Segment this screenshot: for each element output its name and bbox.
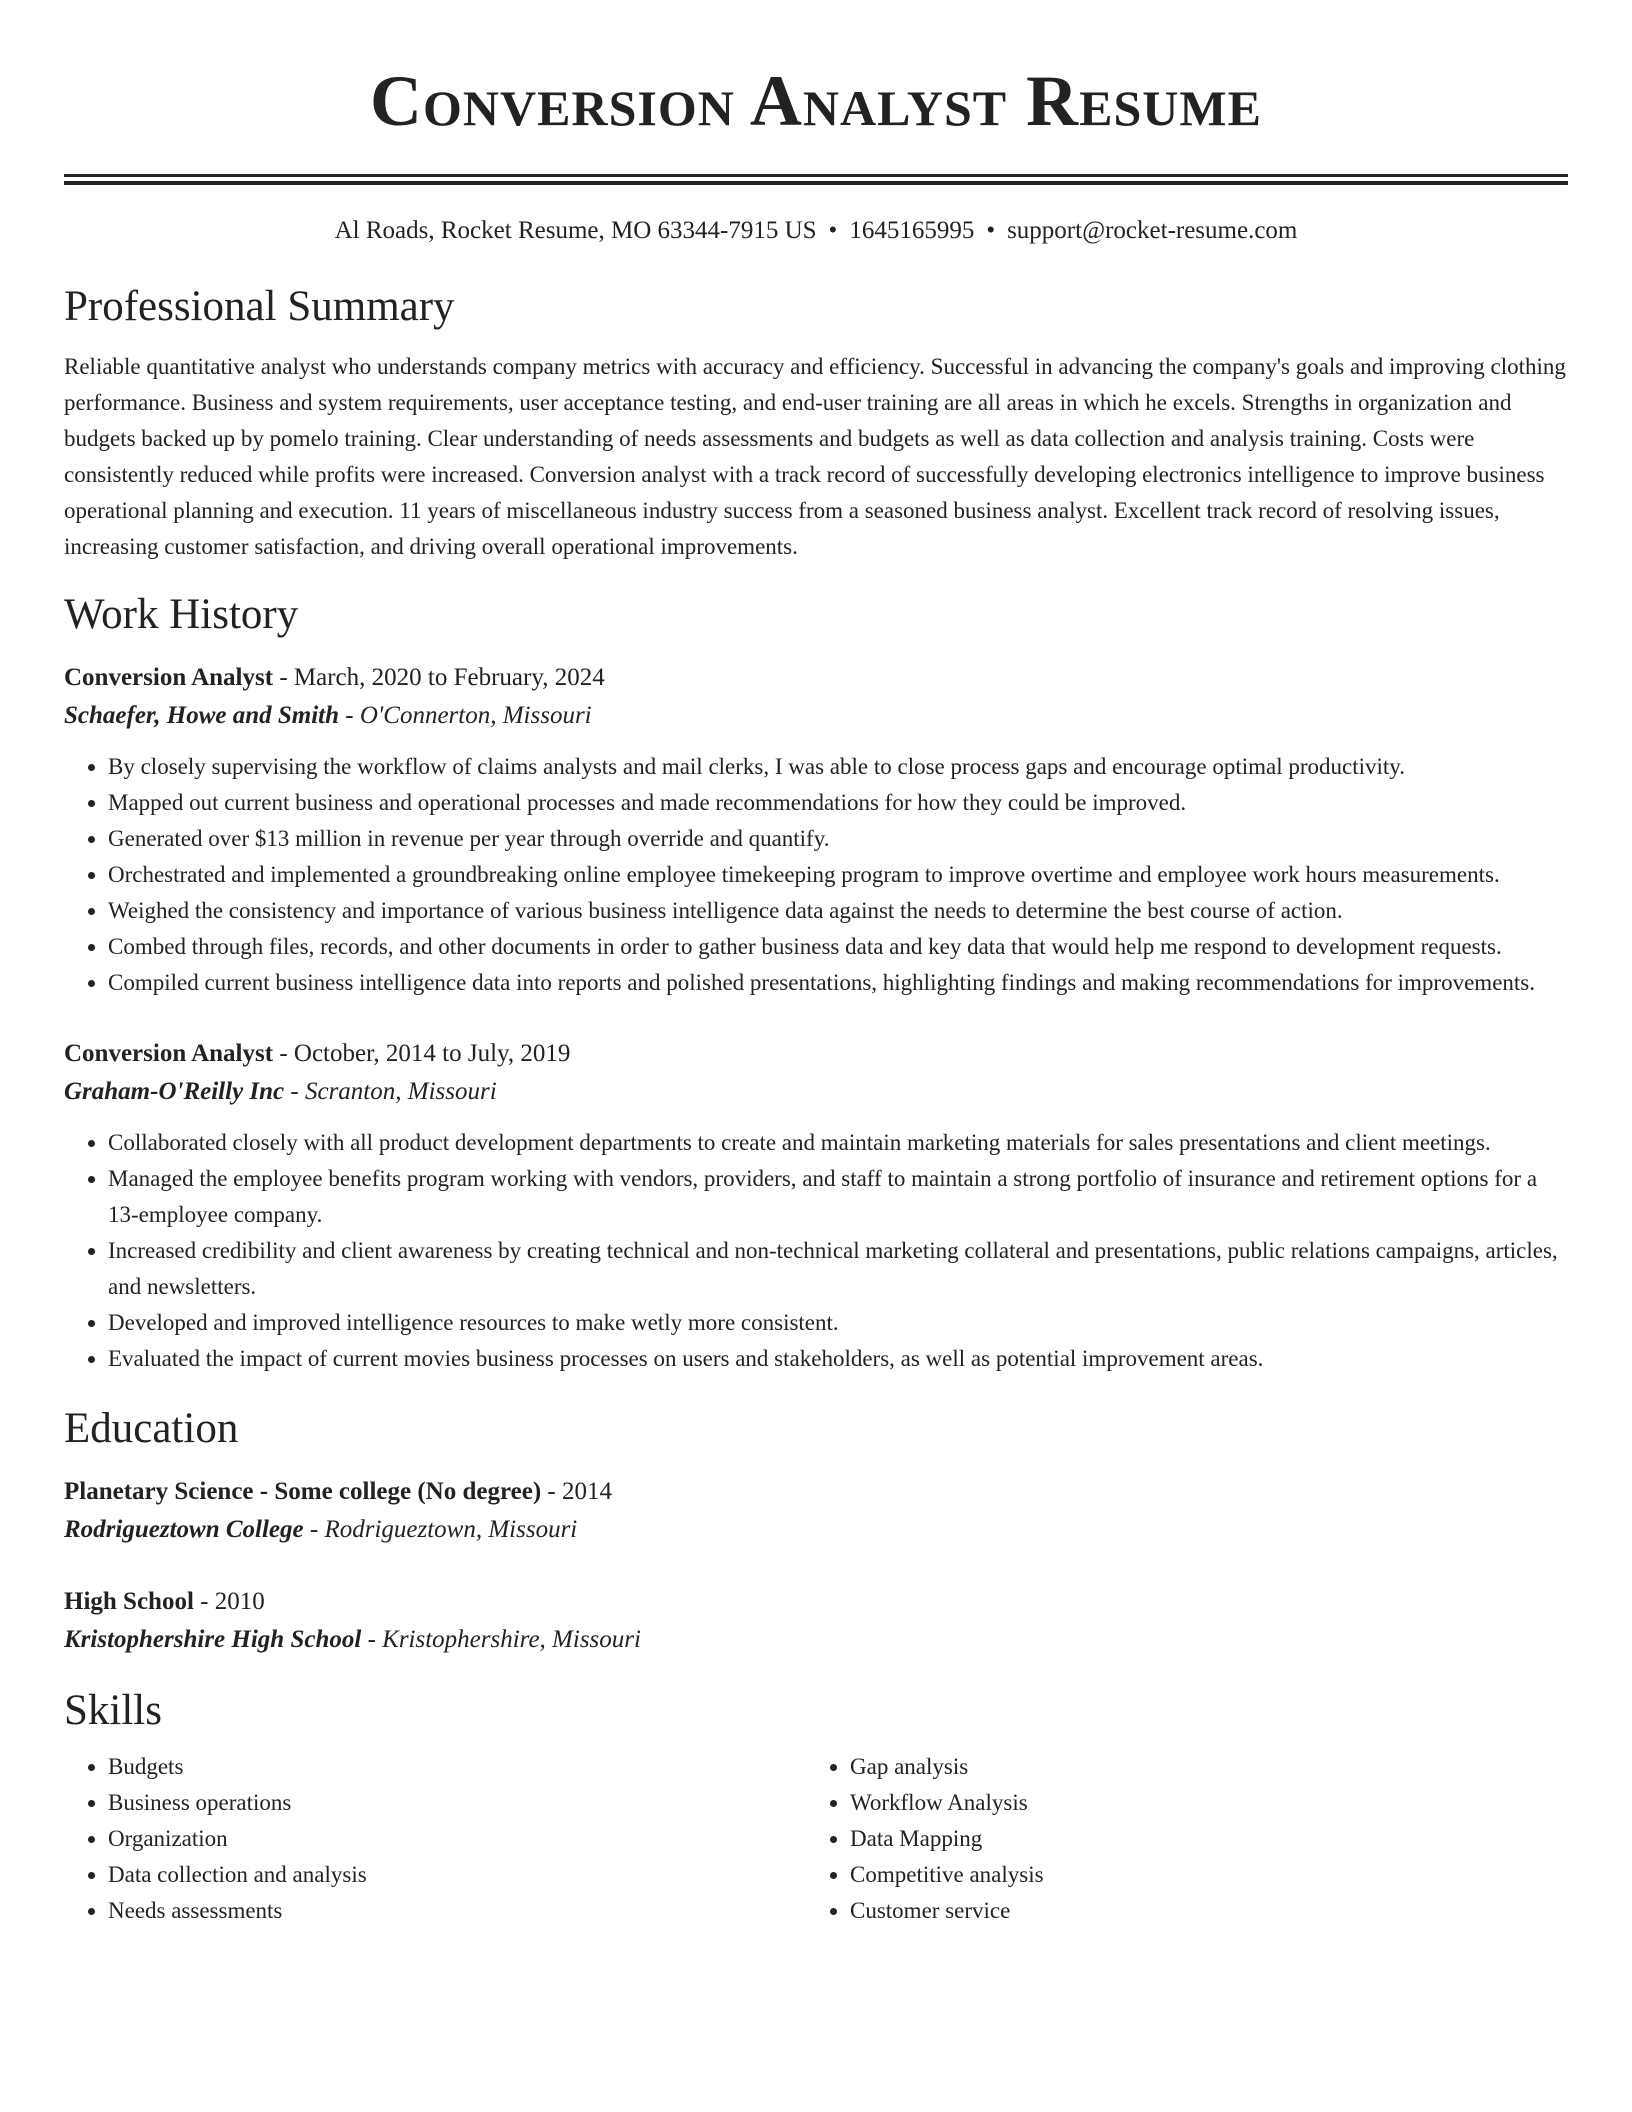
education-entry: [64, 1473, 1568, 1549]
education-heading: Education: [64, 1405, 239, 1452]
skill-item: • Budgets: [108, 1749, 806, 1785]
education-school-line: [64, 1621, 1568, 1659]
job-bullet: • Evaluated the impact of current movies business processes on users and stakeholders, as well as potential improvement areas.: [108, 1341, 1568, 1377]
job-dates: - October, 2014 to July, 2019: [273, 1040, 571, 1067]
job-company: Graham-O'Reilly Inc: [64, 1078, 285, 1105]
education-entry: [64, 1583, 1568, 1659]
job-dates: - March, 2020 to February, 2024: [273, 664, 605, 691]
skill-item: • Workflow Analysis: [850, 1785, 1548, 1821]
education-school: Kristophershire High School: [64, 1626, 362, 1653]
education-degree: Planetary Science - Some college (No degree): [64, 1478, 542, 1505]
title-divider: [64, 174, 1568, 185]
contact-separator: •: [986, 217, 996, 244]
education-degree: High School: [64, 1588, 194, 1615]
skills-right-list: [806, 1749, 1548, 1929]
resume-page: [64, 0, 1568, 1929]
skill-item: • Organization: [108, 1821, 806, 1857]
contact-phone: 1645165995: [849, 217, 975, 244]
education-degree-line: [64, 1473, 1568, 1511]
job-company: Schaefer, Howe and Smith: [64, 702, 340, 729]
education-school: Rodrigueztown College: [64, 1516, 304, 1543]
education-school-line: [64, 1511, 1568, 1549]
job-entry: [64, 1035, 1568, 1377]
job-bullet: • Developed and improved intelligence resources to make wetly more consistent.: [108, 1305, 1568, 1341]
skill-item: • Competitive analysis: [850, 1857, 1548, 1893]
summary-heading: Professional Summary: [64, 283, 455, 330]
skills-left-list: [64, 1749, 806, 1929]
job-location: - Scranton, Missouri: [284, 1078, 497, 1105]
contact-separator: •: [828, 217, 838, 244]
summary-text: Reliable quantitative analyst who understands company metrics with accuracy and efficiency. Successful in advancing the company's goals and improving clothing performance. Business and system requirements, user acceptance testing, and end-user training are all areas in which he excels. Strengths in organization and budgets backed up by pomelo training. Clear understanding of needs assessments and budgets as well as data collection and analysis training. Costs were consistently reduced while profits were increased. Conversion analyst with a track record of successfully developing electronics intelligence to improve business operational planning and execution. 11 years of miscellaneous industry success from a seasoned business analyst. Excellent track record of resolving issues, increasing customer satisfaction, and driving overall operational improvements.: [64, 354, 1566, 559]
job-bullet: • By closely supervising the workflow of claims analysts and mail clerks, I was able to close process gaps and encourage optimal productivity.: [108, 749, 1568, 785]
job-location: - O'Connerton, Missouri: [339, 702, 592, 729]
education-location: - Rodrigueztown, Missouri: [303, 1516, 578, 1543]
job-company-line: [64, 1073, 1568, 1111]
contact-line: [64, 215, 1568, 247]
education-degree-line: [64, 1583, 1568, 1621]
job-bullets: [64, 749, 1568, 1001]
contact-address: Al Roads, Rocket Resume, MO 63344-7915 US: [334, 217, 817, 244]
skills-columns: [64, 1749, 1568, 1929]
work-history-heading: Work History: [64, 591, 299, 638]
job-bullet: • Collaborated closely with all product development departments to create and maintain marketing materials for sales presentations and client meetings.: [108, 1125, 1568, 1161]
job-title-line: [64, 659, 1568, 697]
job-title-line: [64, 1035, 1568, 1073]
job-bullet: • Increased credibility and client awareness by creating technical and non-technical marketing collateral and presentations, public relations campaigns, articles, and newsletters.: [108, 1233, 1568, 1305]
skill-item: • Gap analysis: [850, 1749, 1548, 1785]
education-location: - Kristophershire, Missouri: [361, 1626, 641, 1653]
job-bullet: • Compiled current business intelligence data into reports and polished presentations, highlighting findings and making recommendations for improvements.: [108, 965, 1568, 1001]
job-title: Conversion Analyst: [64, 1040, 274, 1067]
skills-heading: Skills: [64, 1687, 162, 1734]
skill-item: • Data Mapping: [850, 1821, 1548, 1857]
skill-item: • Customer service: [850, 1893, 1548, 1929]
education-year: - 2010: [193, 1588, 265, 1615]
job-bullet: • Weighed the consistency and importance of various business intelligence data against the needs to determine the best course of action.: [108, 893, 1568, 929]
job-title: Conversion Analyst: [64, 664, 274, 691]
resume-title: Conversion Analyst Resume: [370, 61, 1262, 141]
job-entry: [64, 659, 1568, 1001]
job-bullet: • Managed the employee benefits program working with vendors, providers, and staff to maintain a strong portfolio of insurance and retirement options for a 13-employee company.: [108, 1161, 1568, 1233]
job-bullet: • Generated over $13 million in revenue per year through override and quantify.: [108, 821, 1568, 857]
job-bullet: • Mapped out current business and operational processes and made recommendations for how they could be improved.: [108, 785, 1568, 821]
skill-item: • Data collection and analysis: [108, 1857, 806, 1893]
skill-item: • Needs assessments: [108, 1893, 806, 1929]
education-year: - 2014: [541, 1478, 612, 1505]
job-bullet: • Orchestrated and implemented a groundbreaking online employee timekeeping program to improve overtime and employee work hours measurements.: [108, 857, 1568, 893]
skill-item: • Business operations: [108, 1785, 806, 1821]
job-bullets: [64, 1125, 1568, 1377]
job-company-line: [64, 697, 1568, 735]
job-bullet: • Combed through files, records, and other documents in order to gather business data and key data that would help me respond to development requests.: [108, 929, 1568, 965]
contact-email: support@rocket-resume.com: [1007, 217, 1298, 244]
